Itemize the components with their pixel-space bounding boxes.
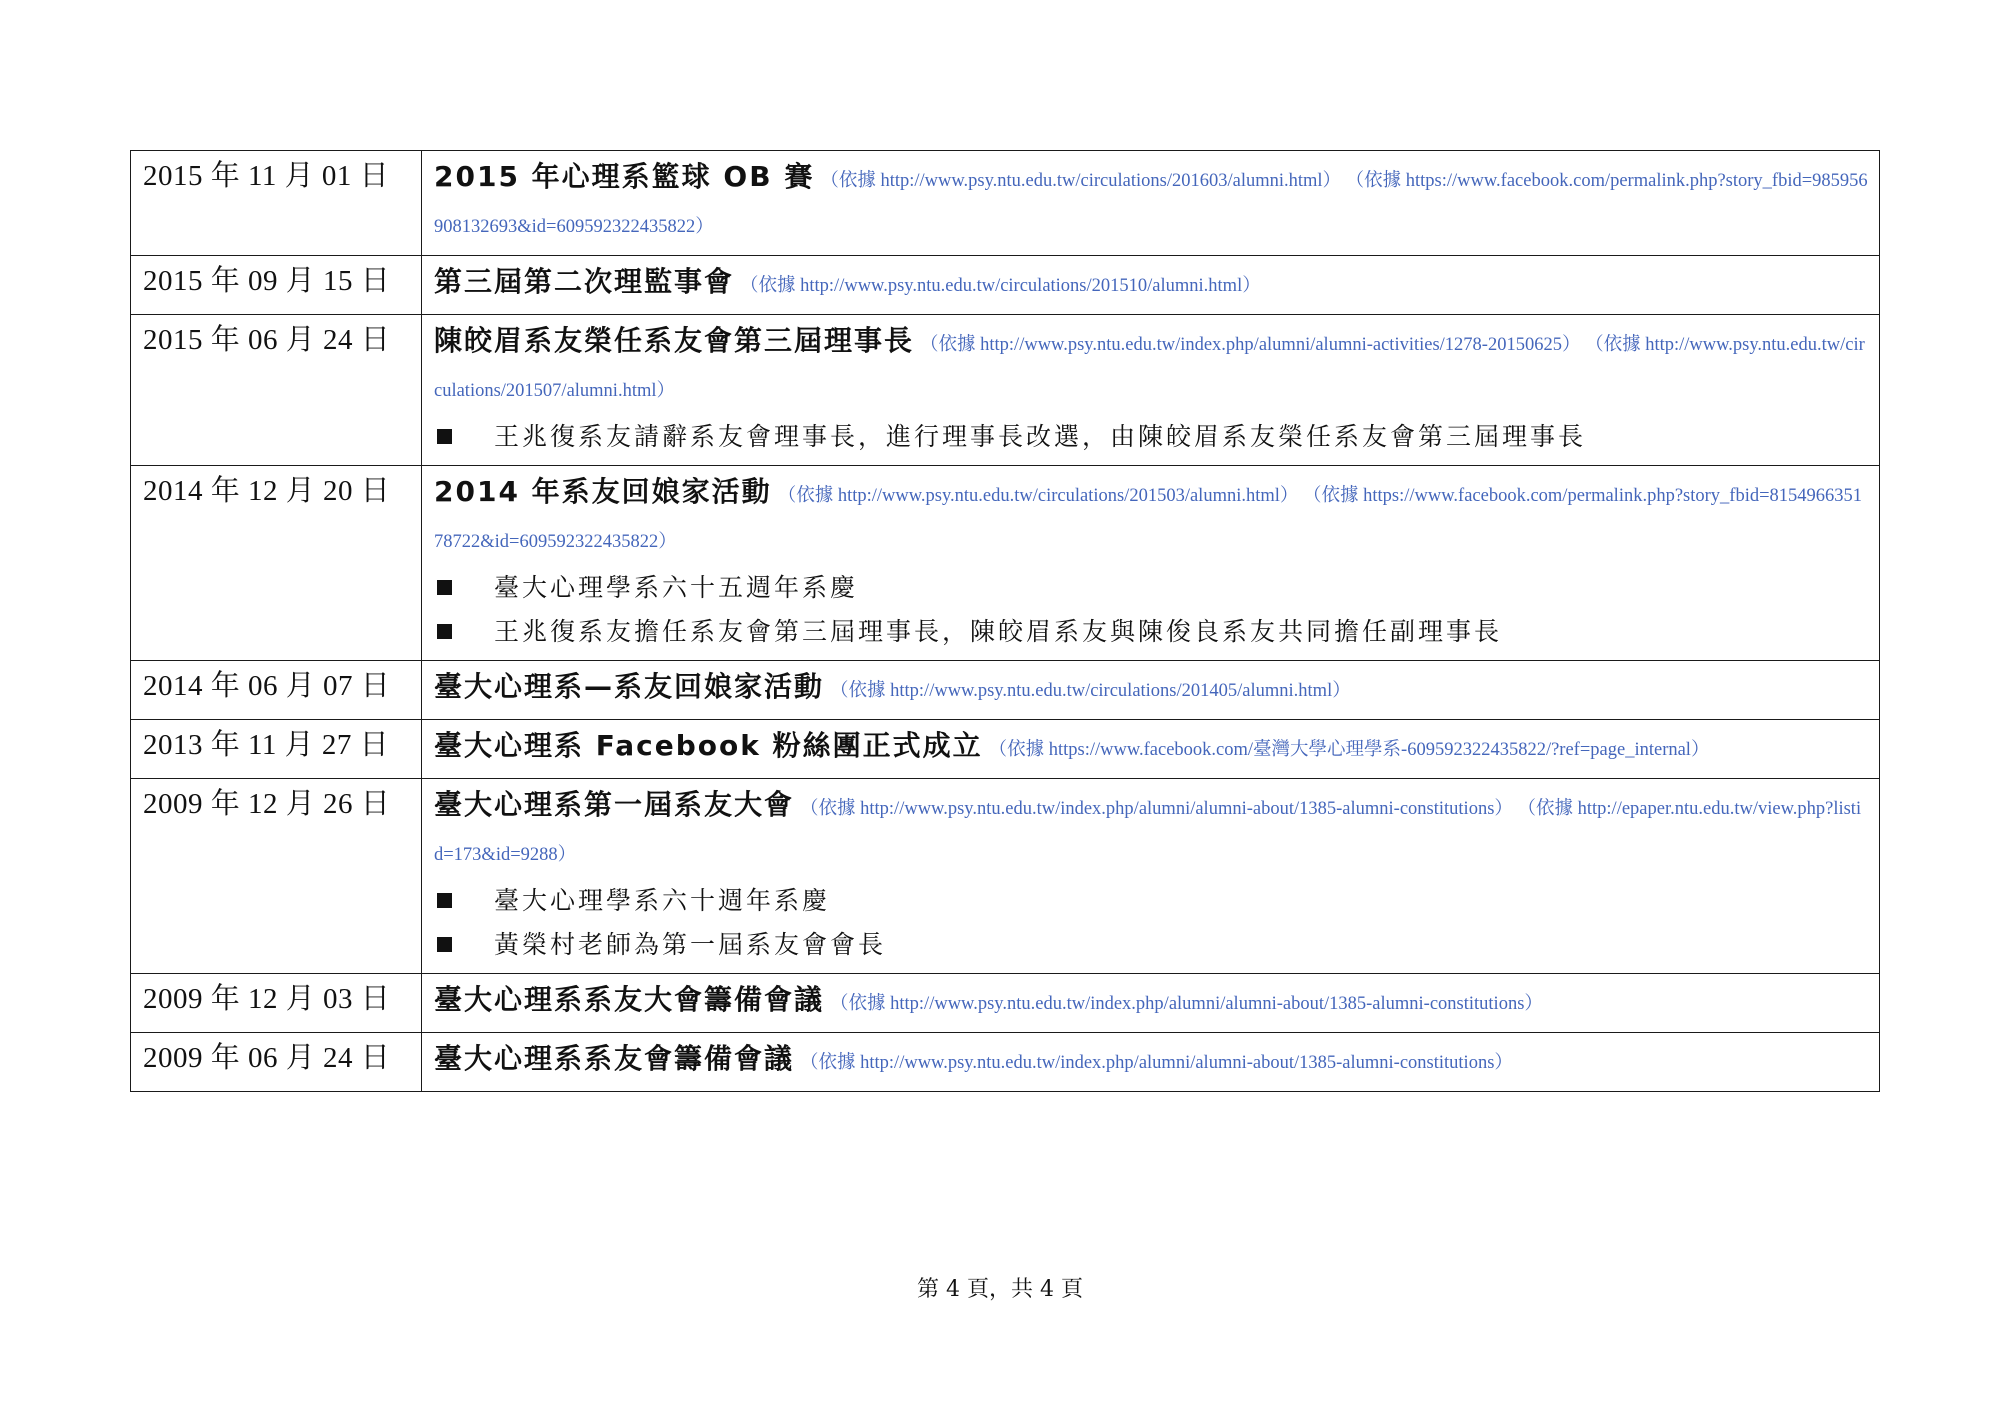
event-bullet-text: 王兆復系友請辭系友會理事長，進行理事長改選，由陳皎眉系友榮任系友會第三屆理事長 xyxy=(494,422,1587,451)
square-bullet-icon xyxy=(437,937,452,952)
event-bullet-text: 臺大心理學系六十五週年系慶 xyxy=(494,573,859,602)
event-source-links[interactable]: （依據 http://www.psy.ntu.edu.tw/index.php/alumni/alumni-about/1385-alumni-constitutions） xyxy=(800,1053,1513,1073)
event-title: 臺大心理系 Facebook 粉絲團正式成立 xyxy=(434,729,983,762)
table-row xyxy=(131,779,1880,974)
table-row xyxy=(131,151,1880,256)
event-bullet xyxy=(434,610,1869,654)
event-date: 2015 年 06 月 24 日 xyxy=(131,315,422,466)
event-content xyxy=(422,661,1880,720)
event-bullet-list xyxy=(434,566,1869,654)
table-row xyxy=(131,661,1880,720)
table-row xyxy=(131,315,1880,466)
event-source-links[interactable]: （依據 http://www.psy.ntu.edu.tw/circulations/201603/alumni.html） （依據 https://www.facebook.com/permalink.php?story_fbid=985956908132693&id=609592322435822） xyxy=(434,171,1868,237)
event-title: 2015 年心理系籃球 OB 賽 xyxy=(434,160,815,193)
event-title: 臺大心理系系友會籌備會議 xyxy=(434,1042,795,1075)
event-title: 臺大心理系第一屆系友大會 xyxy=(434,788,795,821)
event-bullet-list xyxy=(434,415,1869,459)
event-date: 2009 年 12 月 03 日 xyxy=(131,974,422,1033)
table-row xyxy=(131,256,1880,315)
event-date: 2009 年 12 月 26 日 xyxy=(131,779,422,974)
event-bullet xyxy=(434,923,1869,967)
page-number-footer: 第 4 頁，共 4 頁 xyxy=(917,1277,1083,1302)
event-bullet-list xyxy=(434,879,1869,967)
event-source-links[interactable]: （依據 http://www.psy.ntu.edu.tw/circulations/201510/alumni.html） xyxy=(740,276,1261,296)
event-content xyxy=(422,974,1880,1033)
event-date: 2015 年 11 月 01 日 xyxy=(131,151,422,256)
event-content xyxy=(422,720,1880,779)
event-title: 2014 年系友回娘家活動 xyxy=(434,475,772,508)
timeline-table xyxy=(130,150,1880,1092)
event-date: 2014 年 12 月 20 日 xyxy=(131,466,422,661)
event-source-links[interactable]: （依據 http://www.psy.ntu.edu.tw/index.php/alumni/alumni-about/1385-alumni-constitutions） xyxy=(830,994,1543,1014)
event-source-links[interactable]: （依據 http://www.psy.ntu.edu.tw/circulations/201503/alumni.html） （依據 https://www.facebook.com/permalink.php?story_fbid=815496635178722&id=609592322435822） xyxy=(434,486,1863,552)
event-title: 陳皎眉系友榮任系友會第三屆理事長 xyxy=(434,324,915,357)
event-bullet-text: 黃榮村老師為第一屆系友會會長 xyxy=(494,930,887,959)
event-title: 臺大心理系系友大會籌備會議 xyxy=(434,983,825,1016)
event-content xyxy=(422,779,1880,974)
event-content xyxy=(422,1033,1880,1092)
event-content xyxy=(422,466,1880,661)
event-content xyxy=(422,315,1880,466)
event-date: 2014 年 06 月 07 日 xyxy=(131,661,422,720)
event-title: 第三屆第二次理監事會 xyxy=(434,265,735,298)
event-source-links[interactable]: （依據 http://www.psy.ntu.edu.tw/index.php/alumni/alumni-about/1385-alumni-constitutions） （依據 http://epaper.ntu.edu.tw/view.php?listid=173&id=9288） xyxy=(434,799,1862,865)
event-bullet-text: 臺大心理學系六十週年系慶 xyxy=(494,886,831,915)
event-date: 2015 年 09 月 15 日 xyxy=(131,256,422,315)
event-source-links[interactable]: （依據 https://www.facebook.com/臺灣大學心理學系-609592322435822/?ref=page_internal） xyxy=(988,740,1710,760)
table-row xyxy=(131,1033,1880,1092)
table-row xyxy=(131,720,1880,779)
event-date: 2009 年 06 月 24 日 xyxy=(131,1033,422,1092)
square-bullet-icon xyxy=(437,429,452,444)
event-content xyxy=(422,151,1880,256)
square-bullet-icon xyxy=(437,893,452,908)
square-bullet-icon xyxy=(437,624,452,639)
square-bullet-icon xyxy=(437,580,452,595)
table-row xyxy=(131,974,1880,1033)
event-date: 2013 年 11 月 27 日 xyxy=(131,720,422,779)
event-bullet xyxy=(434,415,1869,459)
table-row xyxy=(131,466,1880,661)
event-source-links[interactable]: （依據 http://www.psy.ntu.edu.tw/index.php/alumni/alumni-activities/1278-20150625） （依據 http://www.psy.ntu.edu.tw/circulations/201507/alumni.html） xyxy=(434,335,1865,401)
event-title: 臺大心理系—系友回娘家活動 xyxy=(434,670,825,703)
event-bullet xyxy=(434,566,1869,610)
event-content xyxy=(422,256,1880,315)
event-source-links[interactable]: （依據 http://www.psy.ntu.edu.tw/circulations/201405/alumni.html） xyxy=(830,681,1351,701)
event-bullet-text: 王兆復系友擔任系友會第三屆理事長，陳皎眉系友與陳俊良系友共同擔任副理事長 xyxy=(494,617,1503,646)
event-bullet xyxy=(434,879,1869,923)
